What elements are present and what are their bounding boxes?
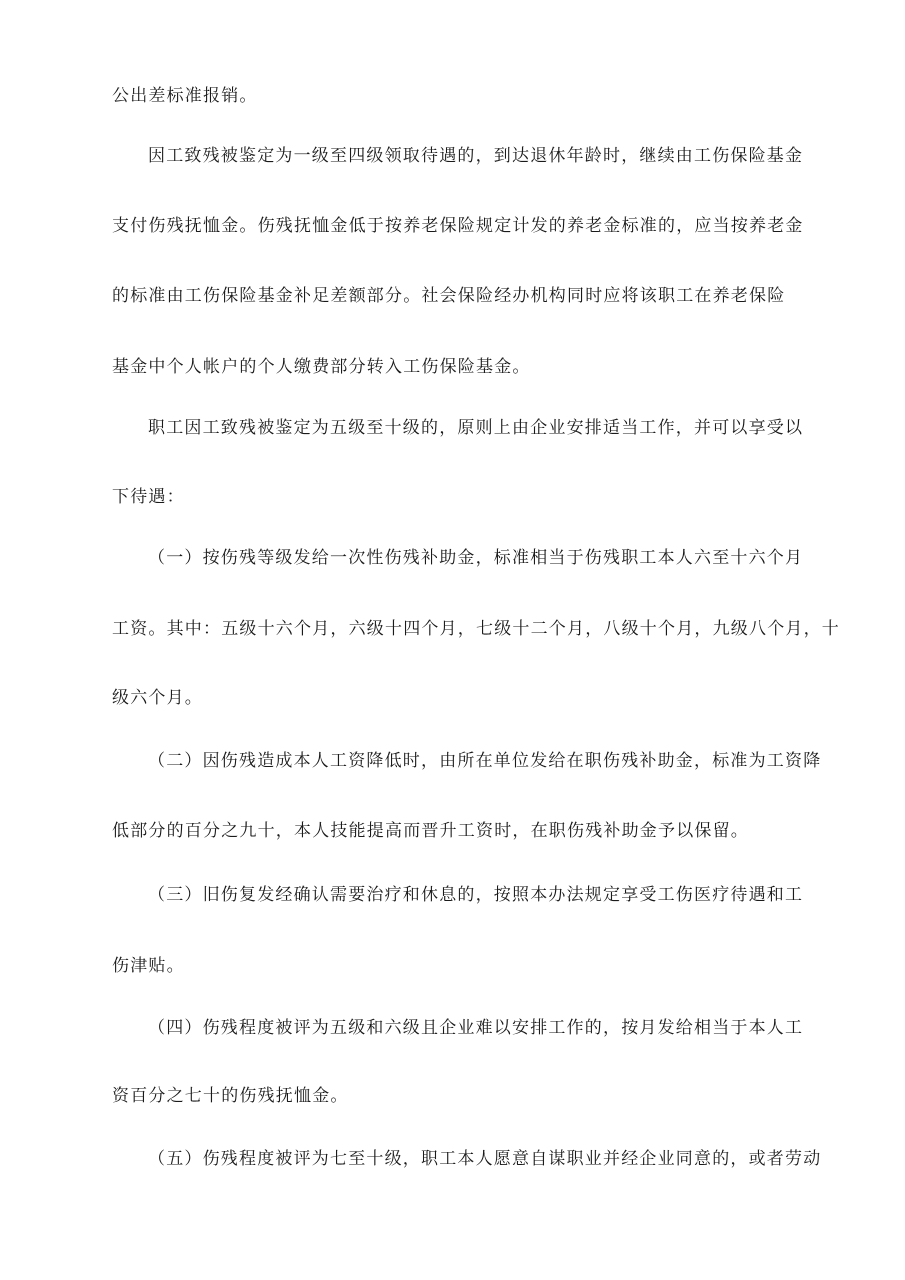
text-line: 级六个月。	[112, 688, 203, 708]
text-line: 下待遇：	[112, 487, 185, 507]
text-line: 支付伤残抚恤金。伤残抚恤金低于按养老保险规定计发的养老金标准的，应当按养老金	[112, 216, 804, 236]
text-line: （三）旧伤复发经确认需要治疗和休息的，按照本办法规定享受工伤医疗待遇和工	[148, 885, 804, 905]
text-line: 因工致残被鉴定为一级至四级领取待遇的，到达退休年龄时，继续由工伤保险基金	[148, 146, 804, 166]
text-line: （四）伤残程度被评为五级和六级且企业难以安排工作的，按月发给相当于本人工	[148, 1018, 804, 1038]
text-line: 低部分的百分之九十，本人技能提高而晋升工资时，在职伤残补助金予以保留。	[112, 821, 749, 841]
text-line: 基金中个人帐户的个人缴费部分转入工伤保险基金。	[112, 357, 531, 377]
text-line: 资百分之七十的伤残抚恤金。	[112, 1086, 349, 1106]
text-line: 的标准由工伤保险基金补足差额部分。社会保险经办机构同时应将该职工在养老保险	[112, 286, 786, 306]
text-line: 职工因工致残被鉴定为五级至十级的，原则上由企业安排适当工作，并可以享受以	[148, 418, 804, 438]
text-line: 工资。其中：五级十六个月，六级十四个月，七级十二个月，八级十个月，九级八个月，十	[112, 619, 840, 639]
text-line: 伤津贴。	[112, 956, 185, 976]
text-line: （一）按伤残等级发给一次性伤残补助金，标准相当于伤残职工本人六至十六个月	[148, 548, 804, 568]
text-line: 公出差标准报销。	[112, 86, 258, 106]
text-line: （五）伤残程度被评为七至十级，职工本人愿意自谋职业并经企业同意的，或者劳动	[148, 1149, 822, 1169]
text-line: （二）因伤残造成本人工资降低时，由所在单位发给在职伤残补助金，标准为工资降	[148, 751, 822, 771]
